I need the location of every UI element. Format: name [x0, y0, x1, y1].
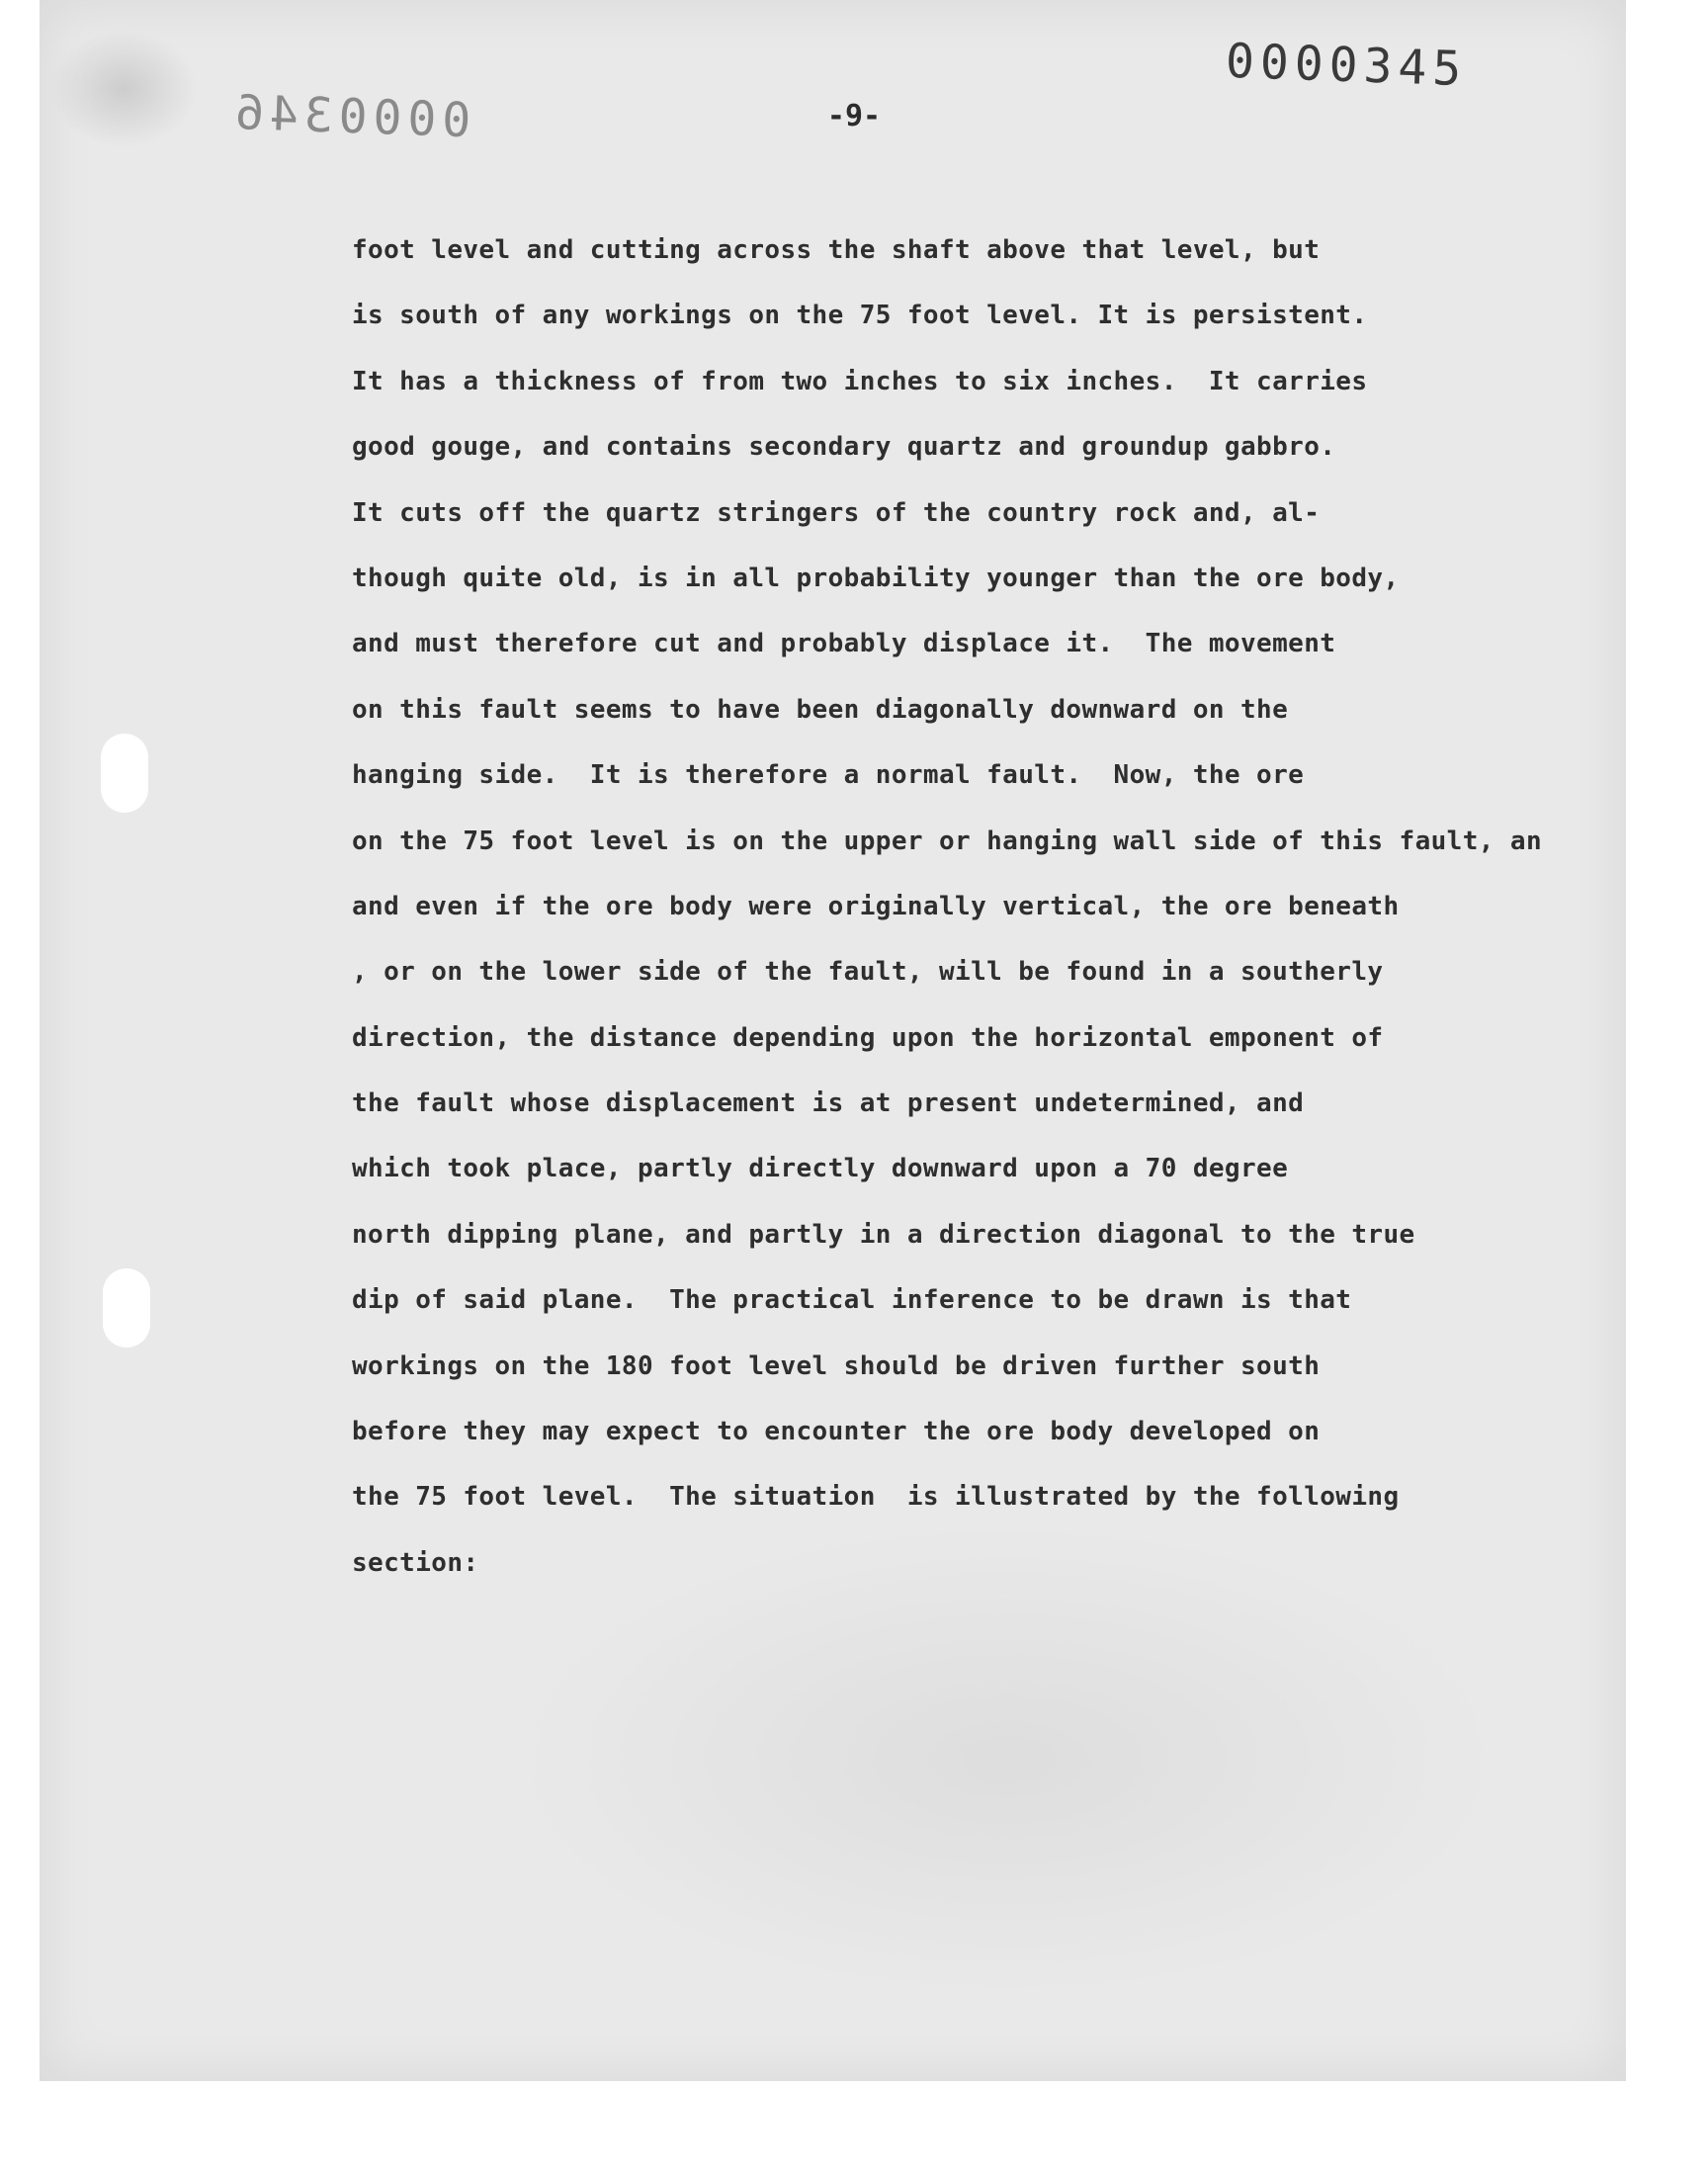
text-line: the 75 foot level. The situation is illustrated by the following [352, 1482, 1400, 1513]
text-line: north dipping plane, and partly in a direction diagonal to the true [352, 1219, 1415, 1250]
text-line: dip of said plane. The practical inference to be drawn is that [352, 1285, 1352, 1316]
text-line: on the 75 foot level is on the upper or hanging wall side of this fault, an [352, 826, 1542, 856]
text-line: the fault whose displacement is at present undetermined, and [352, 1088, 1305, 1119]
mirrored-stamp-number: 0000346 [228, 84, 472, 149]
text-line: which took place, partly directly downward upon a 70 degree [352, 1154, 1289, 1184]
document-stamp-number: 0000345 [1225, 33, 1469, 98]
punch-hole-upper [101, 734, 148, 813]
text-line: on this fault seems to have been diagonally downward on the [352, 694, 1289, 725]
text-line: , or on the lower side of the fault, will be found in a southerly [352, 957, 1384, 988]
text-line: before they may expect to encounter the ore body developed on [352, 1417, 1321, 1447]
body-text [352, 230, 1637, 1609]
text-line: good gouge, and contains secondary quartz and groundup gabbro. [352, 432, 1336, 463]
text-line: hanging side. It is therefore a normal fault. Now, the ore [352, 760, 1305, 791]
page-number: -9- [826, 99, 882, 133]
text-line: It has a thickness of from two inches to six inches. It carries [352, 366, 1368, 396]
text-line: though quite old, is in all probability younger than the ore body, [352, 563, 1400, 593]
text-line: It cuts off the quartz stringers of the country rock and, al- [352, 497, 1321, 528]
text-line: workings on the 180 foot level should be driven further south [352, 1350, 1321, 1381]
text-line: section: [352, 1547, 479, 1578]
text-line: and even if the ore body were originally vertical, the ore beneath [352, 891, 1400, 921]
text-line: direction, the distance depending upon the horizontal emponent of [352, 1022, 1384, 1053]
text-line: and must therefore cut and probably displace it. The movement [352, 629, 1336, 659]
text-line: foot level and cutting across the shaft above that level, but [352, 235, 1321, 265]
punch-hole-lower [103, 1268, 150, 1348]
text-line: is south of any workings on the 75 foot level. It is persistent. [352, 301, 1368, 331]
